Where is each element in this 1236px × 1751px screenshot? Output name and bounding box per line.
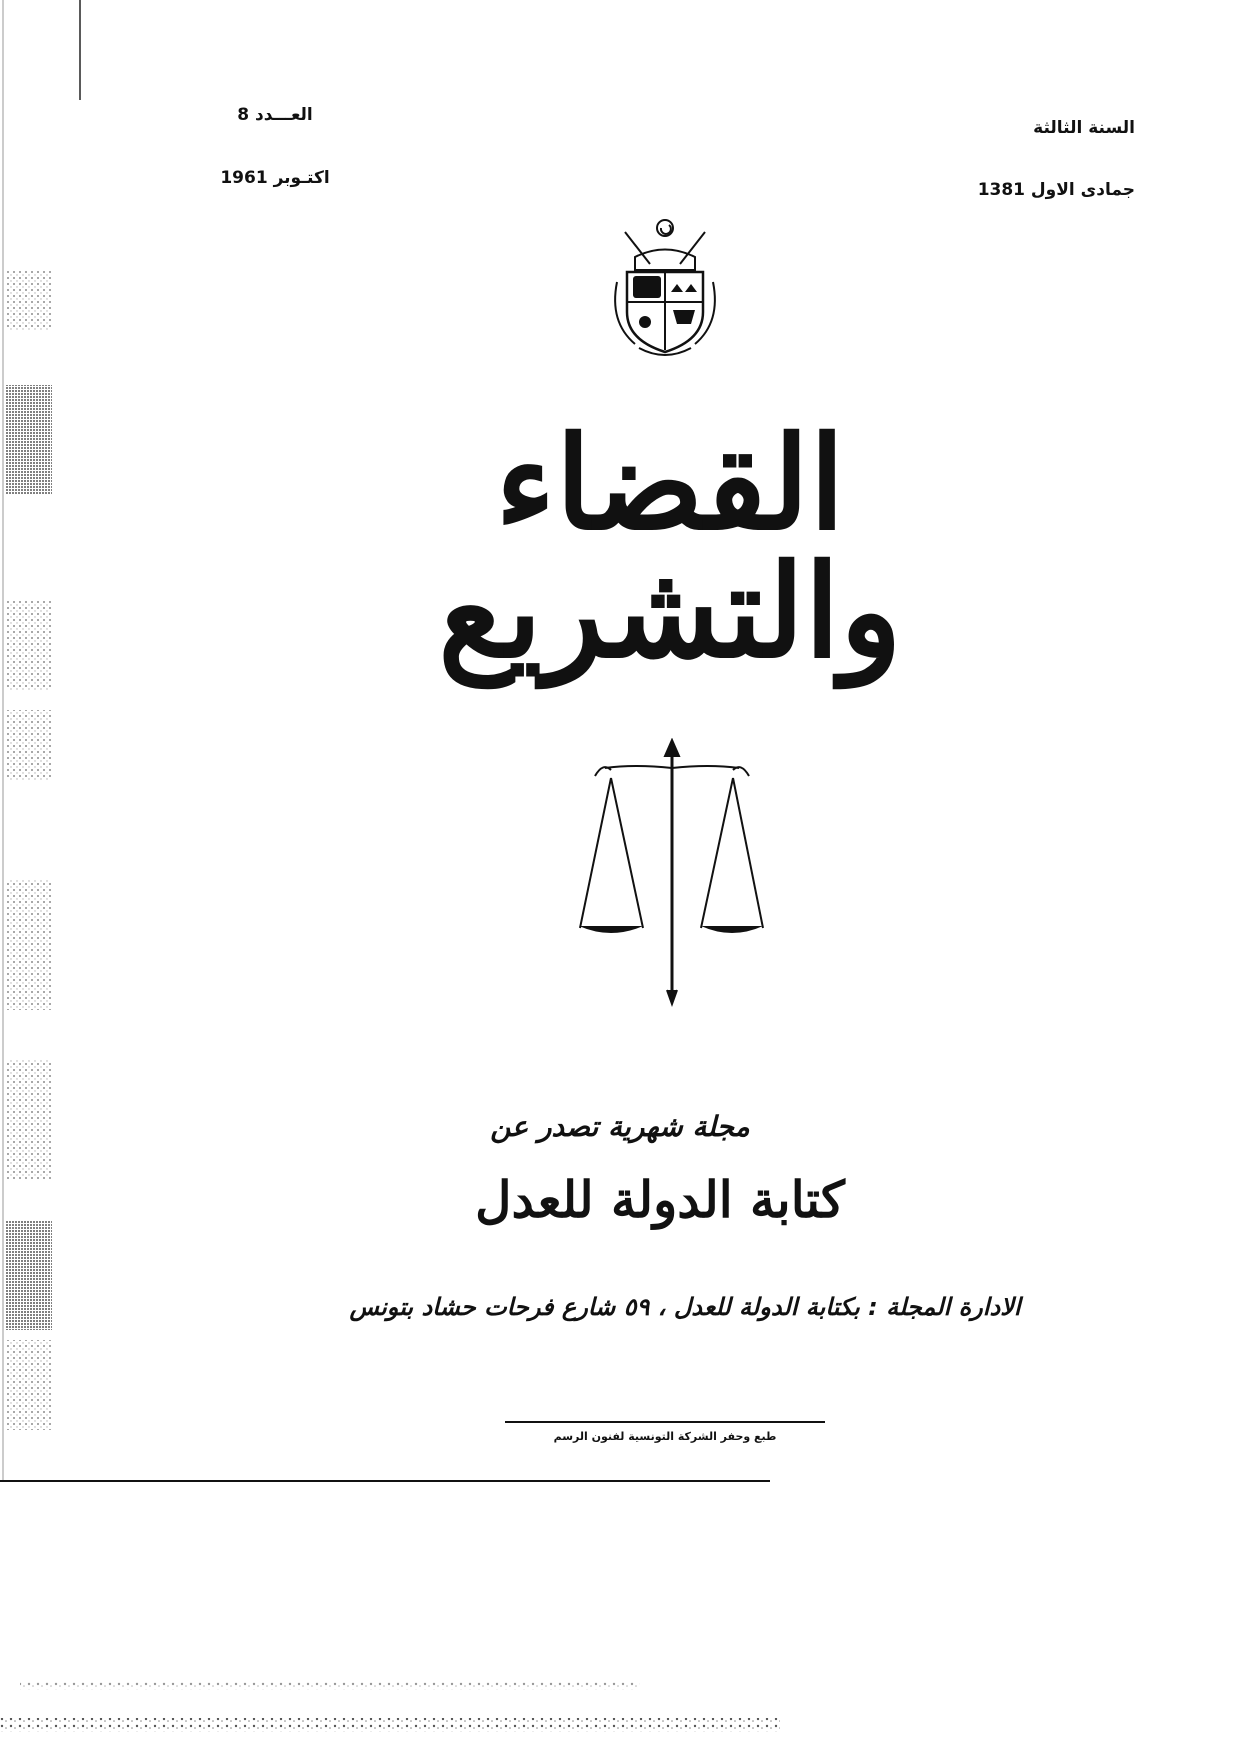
subtitle-line-1: مجلة شهرية تصدر عن	[490, 1110, 750, 1143]
hijri-date: جمادى الاول 1381	[977, 180, 1135, 200]
subtitle-line-2: كتابة الدولة للعدل	[475, 1170, 845, 1229]
coat-of-arms-icon	[605, 212, 725, 360]
printer-rule	[505, 1421, 825, 1423]
masthead-title: القضاء والتشريع	[438, 409, 902, 687]
scan-noise-left	[0, 0, 90, 1751]
scales-of-justice-icon	[575, 738, 765, 1008]
gregorian-date: اكتـوبر 1961	[220, 168, 330, 188]
printer-credit: طبع وحفر الشركة التونسية لفنون الرسم	[553, 1430, 777, 1443]
address-line: الادارة المجلة : بكتابة الدولة للعدل ، ٥٩ شارع فرحات حشاد بتونس	[349, 1293, 1021, 1321]
scan-noise-bottom	[0, 1660, 820, 1750]
issue-number: العـــدد 8	[237, 105, 313, 125]
scan-edge-line	[0, 1480, 770, 1482]
year-label: السنة الثالثة	[1033, 118, 1135, 138]
